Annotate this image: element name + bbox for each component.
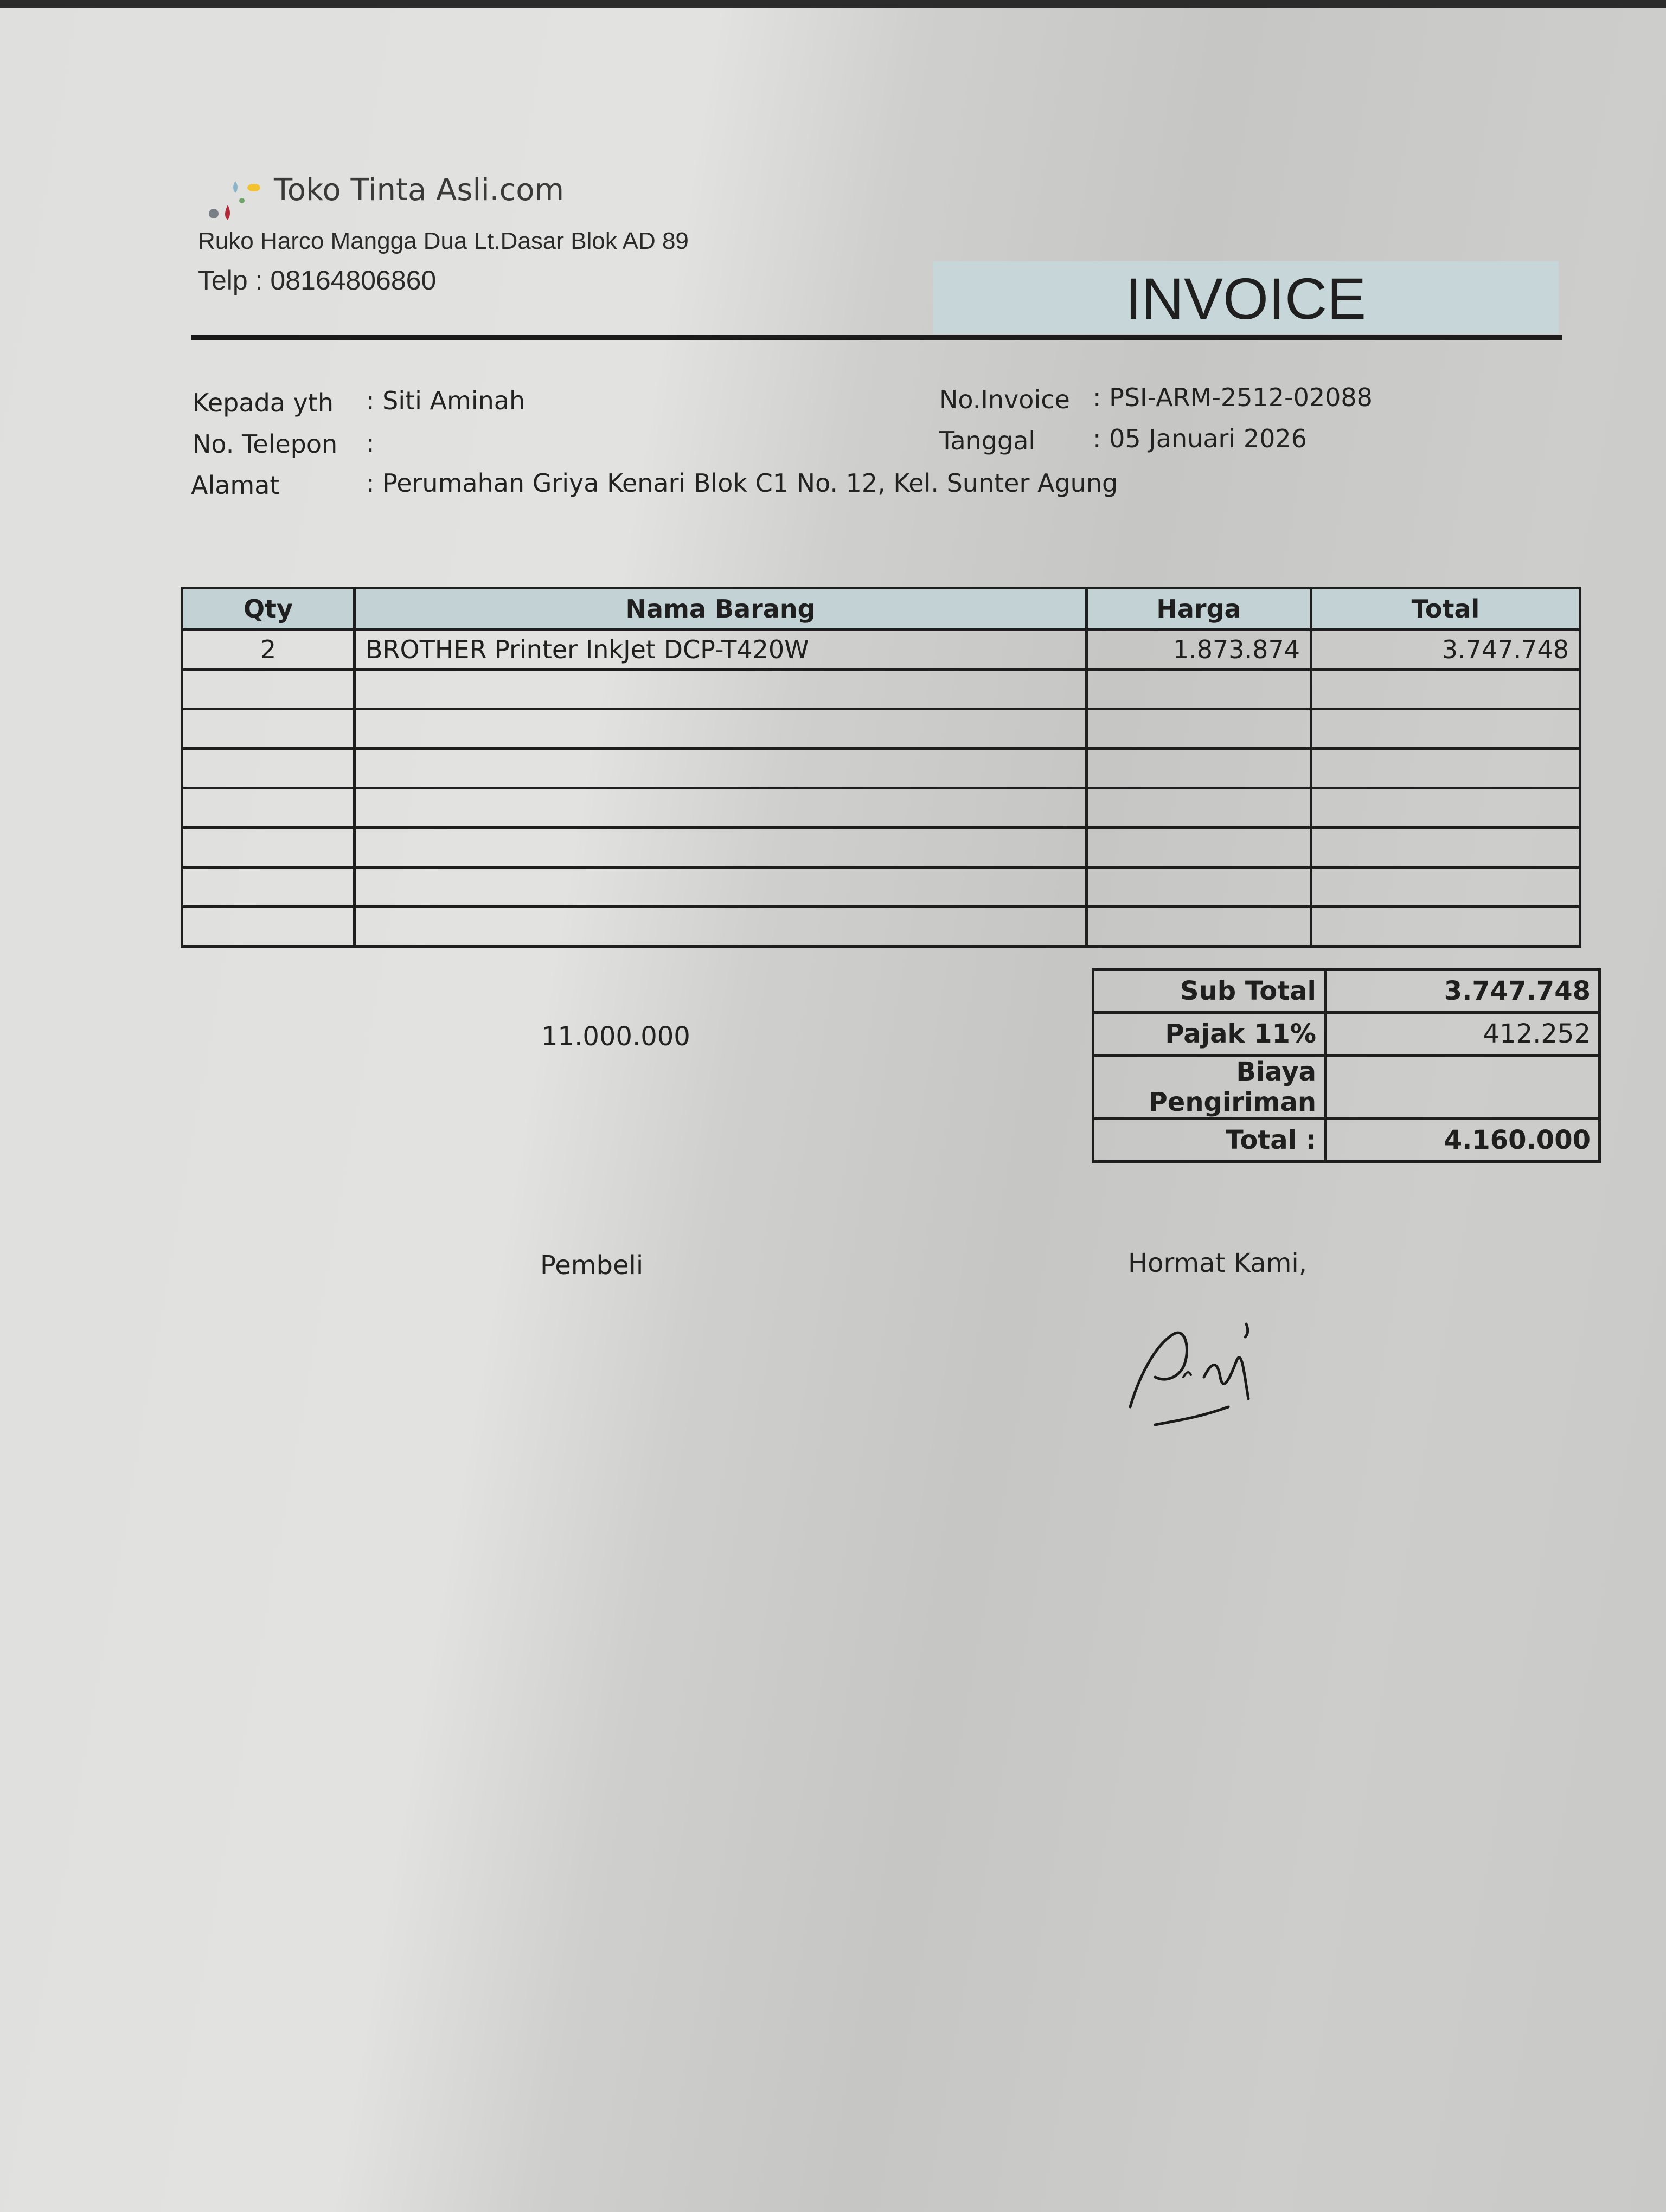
shipping-value bbox=[1325, 1056, 1600, 1119]
subtotal-value: 3.747.748 bbox=[1325, 970, 1600, 1013]
tax-row bbox=[1093, 1013, 1600, 1056]
empty-table-row bbox=[182, 788, 1580, 828]
empty-table-row bbox=[182, 907, 1580, 947]
empty-table-row bbox=[182, 670, 1580, 709]
tax-label: Pajak 11% bbox=[1093, 1013, 1325, 1056]
handwritten-signature bbox=[1123, 1296, 1280, 1437]
seller-signature-label: Hormat Kami, bbox=[1128, 1248, 1307, 1278]
col-header-total: Total bbox=[1311, 588, 1580, 630]
brand-name: Toko Tinta Asli.com bbox=[274, 172, 565, 208]
empty-table-row bbox=[182, 828, 1580, 867]
table-header-row bbox=[182, 588, 1580, 630]
row-item-name: BROTHER Printer InkJet DCP-T420W bbox=[355, 630, 1087, 670]
phone-label: No. Telepon bbox=[193, 429, 338, 459]
items-table bbox=[181, 587, 1581, 948]
totals-table bbox=[1092, 968, 1601, 1163]
ink-drops-logo-icon bbox=[202, 171, 272, 226]
invoice-title: INVOICE bbox=[1125, 266, 1367, 331]
table-row bbox=[182, 630, 1580, 670]
header-divider bbox=[191, 335, 1562, 340]
empty-table-row bbox=[182, 709, 1580, 749]
row-total: 3.747.748 bbox=[1311, 630, 1580, 670]
grand-total-value: 4.160.000 bbox=[1325, 1119, 1600, 1162]
top-edge bbox=[0, 0, 1666, 8]
subtotal-label: Sub Total bbox=[1093, 970, 1325, 1013]
invoice-number-label: No.Invoice bbox=[939, 385, 1070, 414]
invoice-date-value: : 05 Januari 2026 bbox=[1093, 424, 1307, 453]
recipient-value: : Siti Aminah bbox=[366, 386, 526, 415]
store-phone: Telp : 08164806860 bbox=[198, 265, 437, 295]
row-price: 1.873.874 bbox=[1087, 630, 1311, 670]
empty-table-row bbox=[182, 867, 1580, 907]
address-value: : Perumahan Griya Kenari Blok C1 No. 12, Kel. Sunter Agung bbox=[366, 468, 1118, 498]
side-amount-note: 11.000.000 bbox=[541, 1021, 690, 1052]
empty-table-row bbox=[182, 749, 1580, 788]
recipient-label: Kepada yth bbox=[193, 388, 334, 417]
invoice-number-value: : PSI-ARM-2512-02088 bbox=[1093, 383, 1373, 412]
buyer-signature-label: Pembeli bbox=[540, 1250, 644, 1281]
col-header-item-name: Nama Barang bbox=[355, 588, 1087, 630]
col-header-price: Harga bbox=[1087, 588, 1311, 630]
store-address: Ruko Harco Mangga Dua Lt.Dasar Blok AD 89 bbox=[198, 228, 689, 254]
shipping-label: Biaya Pengiriman bbox=[1093, 1056, 1325, 1119]
subtotal-row bbox=[1093, 970, 1600, 1013]
grand-total-label: Total : bbox=[1093, 1119, 1325, 1162]
grand-total-row bbox=[1093, 1119, 1600, 1162]
row-qty: 2 bbox=[182, 630, 355, 670]
phone-value: : bbox=[366, 428, 375, 458]
invoice-date-label: Tanggal bbox=[939, 426, 1036, 455]
tax-value: 412.252 bbox=[1325, 1013, 1600, 1056]
col-header-qty: Qty bbox=[182, 588, 355, 630]
address-label: Alamat bbox=[191, 471, 280, 500]
shipping-row bbox=[1093, 1056, 1600, 1119]
